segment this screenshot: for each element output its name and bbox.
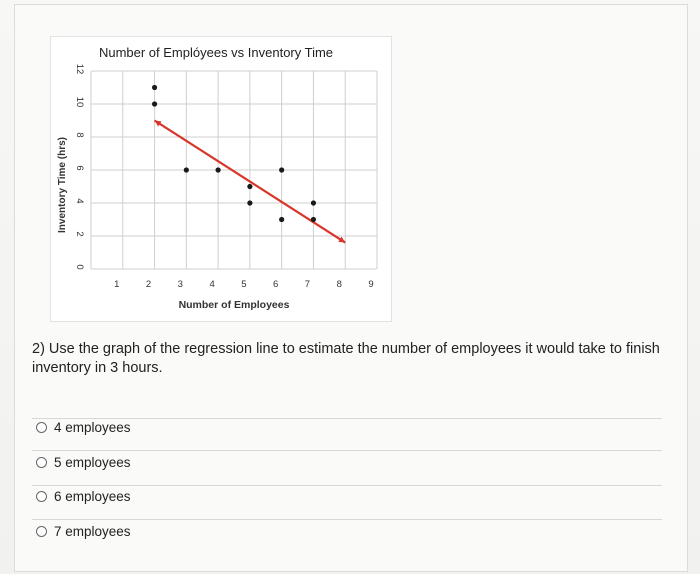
data-point [311, 217, 316, 222]
divider [32, 450, 662, 451]
data-point [279, 167, 284, 172]
option-label: 5 employees [54, 455, 131, 470]
y-tick-label: 0 [74, 264, 85, 270]
option-7-employees[interactable] [36, 524, 131, 539]
x-tick-label: 4 [209, 279, 215, 290]
y-axis-label: Inventory Time (hrs) [57, 137, 68, 233]
x-tick-label: 3 [177, 279, 183, 290]
radio-icon[interactable] [36, 457, 47, 468]
radio-icon[interactable] [36, 422, 47, 433]
y-tick-label: 6 [74, 165, 85, 171]
data-point [184, 167, 189, 172]
x-tick-label: 6 [273, 279, 279, 290]
option-label: 4 employees [54, 420, 131, 435]
data-point [152, 101, 157, 106]
radio-icon[interactable] [36, 526, 47, 537]
y-tick-label: 8 [74, 132, 85, 138]
chart-svg [51, 37, 391, 321]
chart-ticks [74, 64, 374, 290]
x-axis-label: Number of Employees [178, 299, 290, 311]
data-points [152, 85, 316, 222]
x-tick-label: 2 [145, 279, 152, 290]
x-tick-label: 7 [304, 279, 311, 290]
option-label: 7 employees [54, 524, 131, 539]
y-tick-label: 2 [74, 231, 85, 237]
chart-grid [91, 71, 377, 269]
y-tick-label: 12 [74, 63, 85, 75]
radio-icon[interactable] [36, 491, 47, 502]
data-point [216, 167, 221, 172]
y-tick-label: 4 [74, 198, 85, 204]
data-point [152, 85, 157, 90]
option-label: 6 employees [54, 489, 131, 504]
data-point [311, 200, 316, 205]
divider [32, 519, 662, 520]
scatter-chart [50, 36, 392, 322]
data-point [247, 184, 252, 189]
data-point [247, 200, 252, 205]
x-tick-label: 1 [114, 279, 120, 290]
divider [32, 485, 662, 486]
option-5-employees[interactable] [36, 455, 131, 470]
data-point [279, 217, 284, 222]
option-6-employees[interactable] [36, 489, 131, 504]
divider [32, 418, 662, 419]
x-tick-label: 8 [336, 279, 342, 290]
question-text: 2) Use the graph of the regression line to estimate the number of employees it would take to finish inventory in 3 hours. [32, 341, 660, 376]
y-tick-label: 10 [74, 96, 85, 108]
option-4-employees[interactable] [36, 420, 131, 435]
x-tick-label: 5 [241, 279, 247, 290]
chart-title: Number of Emplóyees vs Inventory Time [98, 45, 334, 60]
x-tick-label: 9 [368, 279, 374, 290]
